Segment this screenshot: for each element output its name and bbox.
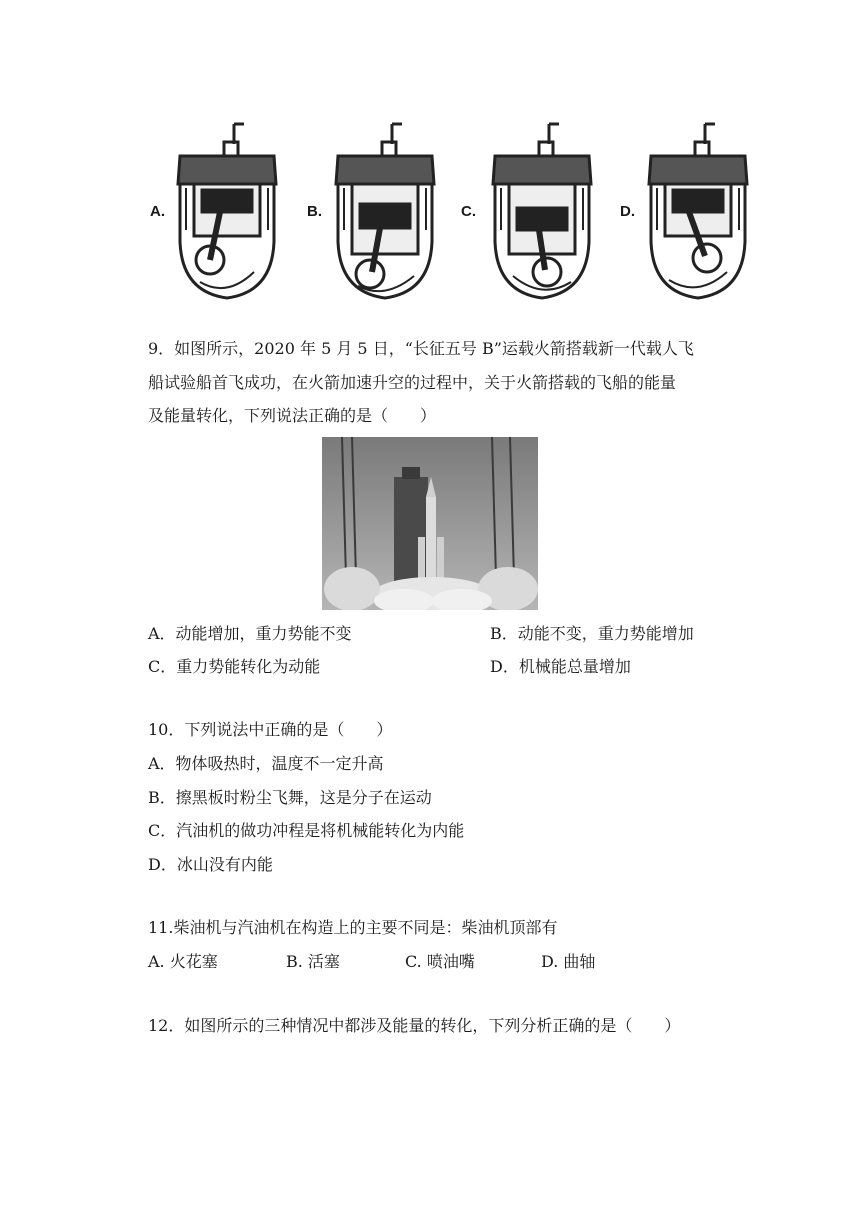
q9-option-d: D．机械能总量增加 — [490, 657, 631, 676]
engine-diagram-c-icon — [487, 122, 597, 302]
q10-option-b: B．擦黑板时粉尘飞舞，这是分子在运动 — [148, 788, 432, 807]
engine-diagram-b-icon — [330, 122, 440, 302]
q9-option-b: B．动能不变，重力势能增加 — [490, 624, 694, 643]
q11-option-c: C. 喷油嘴 — [405, 952, 475, 971]
q9-option-a: A．动能增加，重力势能不变 — [148, 624, 352, 643]
q11-option-a: A. 火花塞 — [148, 952, 218, 971]
q10-option-a: A．物体吸热时，温度不一定升高 — [148, 754, 384, 773]
engine-label-d: D. — [620, 203, 635, 220]
q9-stem-line-2: 船试验船首飞成功，在火箭加速升空的过程中，关于火箭搭载的飞船的能量 — [148, 373, 677, 392]
q10-option-d: D．冰山没有内能 — [148, 855, 273, 874]
engine-diagram-a-icon — [172, 122, 282, 302]
q11-stem: 11.柴油机与汽油机在构造上的主要不同是：柴油机顶部有 — [148, 918, 558, 937]
q10-option-c: C．汽油机的做功冲程是将机械能转化为内能 — [148, 821, 465, 840]
engine-diagram-d-icon — [643, 122, 753, 302]
q12-stem: 12．如图所示的三种情况中都涉及能量的转化，下列分析正确的是（ ） — [148, 1016, 681, 1035]
q9-stem-line-3: 及能量转化，下列说法正确的是（ ） — [148, 406, 437, 425]
q11-option-d: D. 曲轴 — [541, 952, 596, 971]
q9-stem-line-1: 9．如图所示，2020 年 5 月 5 日，“长征五号 B”运载火箭搭载新一代载人飞 — [148, 339, 694, 358]
rocket-launch-photo-icon — [322, 437, 538, 610]
engine-label-c: C. — [461, 203, 476, 220]
q9-option-c: C．重力势能转化为动能 — [148, 657, 321, 676]
q11-option-b: B. 活塞 — [286, 952, 340, 971]
q10-stem: 10．下列说法中正确的是（ ） — [148, 720, 393, 739]
engine-label-a: A. — [150, 203, 165, 220]
engine-label-b: B. — [307, 203, 322, 220]
